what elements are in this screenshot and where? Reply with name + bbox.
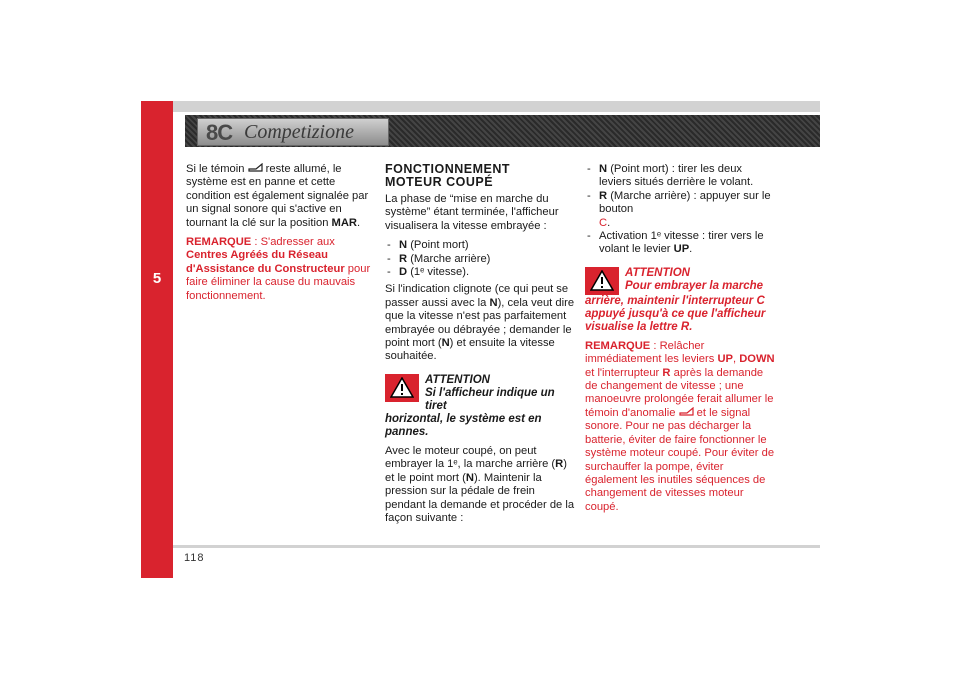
- col3-remark: REMARQUE : Relâcher immédiatement les leviers UP, DOWN et l'interrupteur R après la demande de changement de vitesse ; une manoeuvre prolongée ferait allumer le témoin d'anomalie et le signal sonore. Pour ne pas décharger la batterie, éviter de faire fonctionner le système moteur coupé. Pour éviter de surchauffer la pompe, éviter également les inutiles séquences de changement de vitesses moteur coupé.: [585, 339, 775, 513]
- warning-triangle-icon: [385, 374, 419, 402]
- list-item: - D (1ᵉ vitesse).: [385, 266, 575, 279]
- column-3: [585, 163, 775, 520]
- bottom-rule: [173, 545, 820, 548]
- procedure-list: [585, 163, 775, 257]
- col2-paragraph-3: Avec le moteur coupé, on peut embrayer la 1ᵉ, la marche arrière (R) et le point mort (N). Maintenir la pression sur la pédale de frein pendant la demande et procéder de la façon suivante :: [385, 444, 575, 524]
- attention-title: ATTENTION: [425, 373, 490, 386]
- gearbox-warning-icon: [679, 407, 694, 417]
- attention-title: ATTENTION: [625, 266, 690, 279]
- gearbox-warning-icon: [248, 163, 263, 173]
- chapter-number: 5: [152, 270, 162, 287]
- logo-prefix: 8C: [206, 120, 233, 145]
- attention-text: horizontal, le système est en pannes.: [385, 412, 542, 438]
- col1-paragraph-1: Si le témoin reste allumé, le système est en panne et cette condition est également signalée par un signal sonore qui s'active en tournant la clé sur la position MAR.: [186, 163, 369, 229]
- attention-box: ATTENTION Si l'afficheur indique un tiret horizontal, le système est en pannes.: [385, 374, 575, 439]
- attention-text: arrière, maintenir l'interrupteur C appuyé jusqu'à ce que l'afficheur visualise la lettre R.: [585, 294, 766, 333]
- list-item: - R (Marche arrière): [385, 253, 575, 266]
- column-2: [385, 163, 575, 531]
- col1-remark: REMARQUE : S'adresser aux Centres Agréés du Réseau d'Assistance du Constructeur pour faire éliminer la cause du mauvais fonctionnement.: [186, 236, 371, 302]
- section-heading: FONCTIONNEMENT MOTEUR COUPÉ: [385, 162, 511, 189]
- list-item: - R (Marche arrière) : appuyer sur le bouton C.: [585, 190, 775, 230]
- column-1: [186, 163, 376, 309]
- warning-triangle-icon: [585, 267, 619, 295]
- logo-word: Competizione: [244, 121, 354, 143]
- attention-box: ATTENTION Pour embrayer la marche arrière, maintenir l'interrupteur C appuyé jusqu'à ce que l'afficheur visualise la lettre R.: [585, 267, 775, 334]
- list-item: - N (Point mort) : tirer les deux leviers situés derrière le volant.: [585, 163, 775, 190]
- brand-logo: [197, 118, 389, 146]
- list-item: - Activation 1ᵉ vitesse : tirer vers le volant le levier UP.: [585, 230, 775, 257]
- chapter-side-bar: [141, 101, 173, 578]
- page-number: 118: [184, 552, 205, 564]
- gear-list: [385, 239, 575, 279]
- col2-paragraph-1: La phase de “mise en marche du système” étant terminée, l'afficheur visualisera la vitesse embrayée :: [385, 193, 559, 232]
- col2-paragraph-2: Si l'indication clignote (ce qui peut se passer aussi avec la N), cela veut dire que la vitesse n'est pas parfaitement embrayée ou débrayée ; demander le point mort (N) et ensuite la vitesse souhaitée.: [385, 283, 575, 363]
- top-rule: [173, 101, 820, 112]
- list-item: - N (Point mort): [385, 239, 575, 252]
